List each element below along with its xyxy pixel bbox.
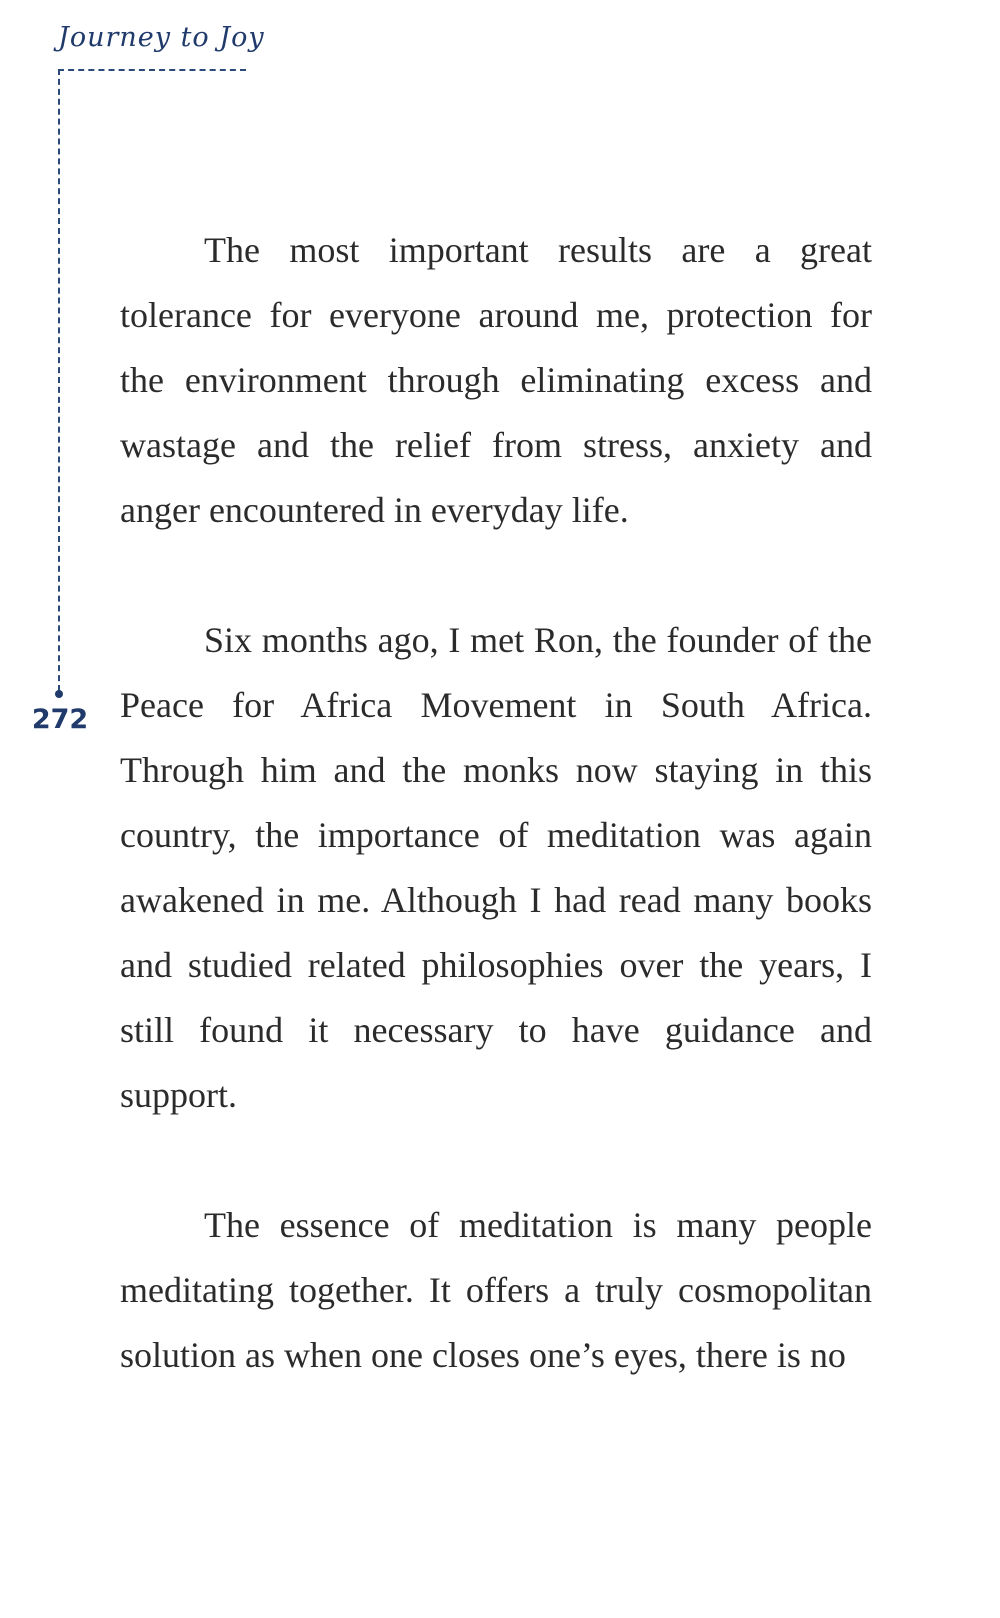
rule-end-dot xyxy=(55,690,63,698)
margin-dashed-rule xyxy=(58,69,60,691)
paragraph: Six months ago, I met Ron, the founder of the Peace for Africa Movement in South Africa. Through him and the monks now staying in this country, the importance of meditation was again awakened in me. Although I had read many books and studied related philosophies over the years, I still found it necessary to have guidance and support. xyxy=(120,620,872,1115)
paragraph: The most important results are a great tolerance for everyone around me, protection for the environment through eliminating excess and wastage and the relief from stress, anxiety and anger encountered in everyday life. xyxy=(120,230,872,530)
page-body xyxy=(120,218,872,1388)
page-number: 272 xyxy=(31,704,89,735)
book-title: Journey to Joy xyxy=(58,22,265,53)
paragraph: The essence of meditation is many people meditating together. It offers a truly cosmopolitan solution as when one closes one’s eyes, there is no xyxy=(120,1205,872,1375)
header-dashed-rule xyxy=(58,69,246,71)
